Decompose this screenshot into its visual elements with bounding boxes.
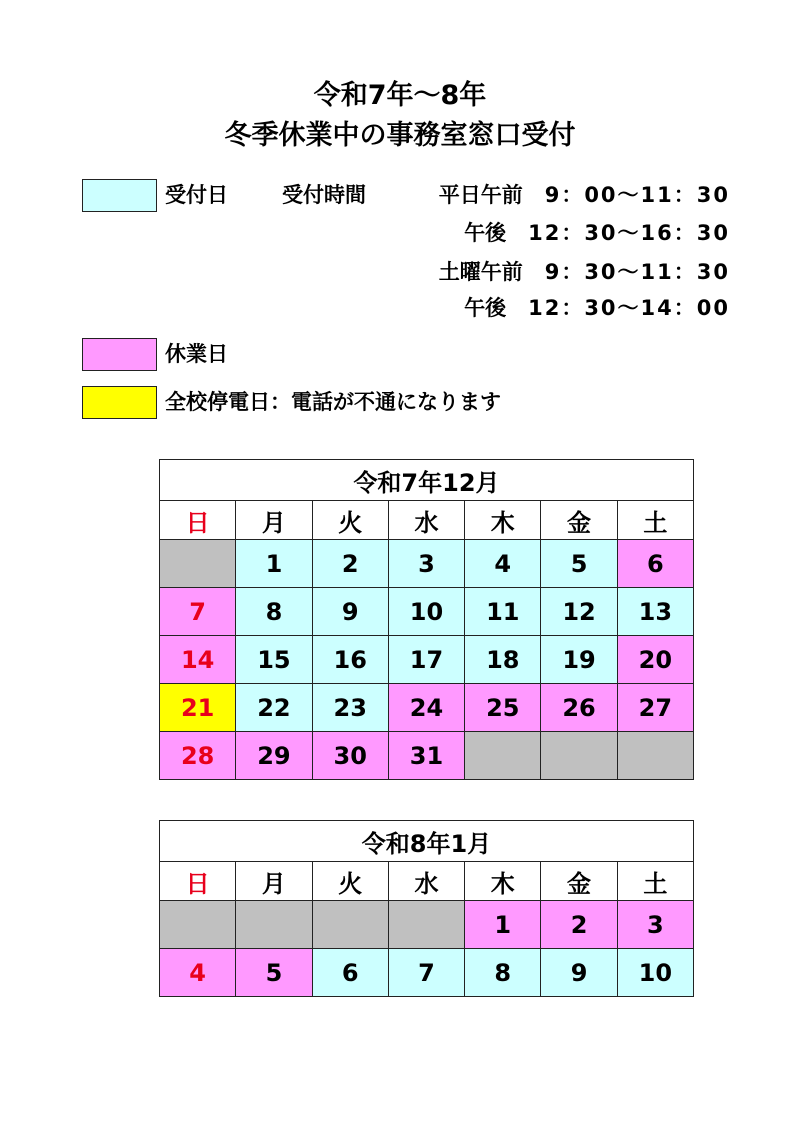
calendar-empty-cell bbox=[236, 901, 312, 949]
calendar-day-cell: 16 bbox=[312, 636, 388, 684]
weekday-header: 月 bbox=[236, 501, 312, 540]
weekday-header: 金 bbox=[541, 501, 617, 540]
calendar-december bbox=[159, 459, 694, 780]
weekday-header: 土 bbox=[617, 862, 693, 901]
weekday-header: 月 bbox=[236, 862, 312, 901]
calendar-day-cell: 25 bbox=[465, 684, 541, 732]
calendar-day-cell: 5 bbox=[541, 540, 617, 588]
hours-time: 9：30～11：30 bbox=[544, 260, 730, 284]
calendar-empty-cell bbox=[465, 732, 541, 780]
weekday-header: 日 bbox=[160, 501, 236, 540]
calendar-week-row bbox=[160, 732, 694, 780]
calendar-day-cell: 10 bbox=[617, 949, 693, 997]
calendar-day-cell: 8 bbox=[465, 949, 541, 997]
calendar-day-cell: 21 bbox=[160, 684, 236, 732]
calendar-day-cell: 3 bbox=[388, 540, 464, 588]
calendar-day-cell: 6 bbox=[312, 949, 388, 997]
calendar-day-cell: 31 bbox=[388, 732, 464, 780]
calendar-day-cell: 19 bbox=[541, 636, 617, 684]
calendar-empty-cell bbox=[388, 901, 464, 949]
calendar-day-cell: 4 bbox=[465, 540, 541, 588]
calendar-empty-cell bbox=[160, 901, 236, 949]
weekday-header: 火 bbox=[312, 862, 388, 901]
calendar-week-row bbox=[160, 949, 694, 997]
calendar-empty-cell bbox=[541, 732, 617, 780]
calendar-day-cell: 8 bbox=[236, 588, 312, 636]
calendar-week-row bbox=[160, 588, 694, 636]
calendar-day-cell: 6 bbox=[617, 540, 693, 588]
calendar-day-cell: 23 bbox=[312, 684, 388, 732]
calendar-day-cell: 1 bbox=[236, 540, 312, 588]
calendar-title: 令和8年1月 bbox=[160, 821, 694, 862]
hours-row-weekday-am bbox=[439, 181, 730, 209]
legend-hours-title: 受付時間 bbox=[282, 183, 366, 207]
calendar-day-cell: 29 bbox=[236, 732, 312, 780]
calendar-day-cell: 17 bbox=[388, 636, 464, 684]
calendar-day-cell: 5 bbox=[236, 949, 312, 997]
calendar-day-cell: 4 bbox=[160, 949, 236, 997]
weekday-header: 水 bbox=[388, 501, 464, 540]
hours-label: 平日午前 bbox=[438, 183, 523, 207]
calendar-week-row bbox=[160, 901, 694, 949]
calendar-day-cell: 1 bbox=[465, 901, 541, 949]
calendar-day-cell: 9 bbox=[312, 588, 388, 636]
legend-swatch-outage bbox=[82, 386, 157, 419]
calendar-day-cell: 18 bbox=[465, 636, 541, 684]
hours-time: 12：30～16：30 bbox=[528, 221, 730, 245]
calendar-day-cell: 20 bbox=[617, 636, 693, 684]
hours-row-saturday-pm bbox=[464, 294, 730, 322]
hours-label: 午後 bbox=[464, 296, 507, 320]
calendar-day-cell: 2 bbox=[541, 901, 617, 949]
page-title-line2: 冬季休業中の事務室窓口受付 bbox=[224, 120, 576, 151]
legend-label-outage: 全校停電日：電話が不通になります bbox=[165, 390, 501, 414]
calendar-day-cell: 9 bbox=[541, 949, 617, 997]
calendar-day-cell: 24 bbox=[388, 684, 464, 732]
calendar-day-cell: 10 bbox=[388, 588, 464, 636]
calendar-week-row bbox=[160, 684, 694, 732]
calendar-week-row bbox=[160, 636, 694, 684]
calendar-day-cell: 13 bbox=[617, 588, 693, 636]
calendar-day-cell: 7 bbox=[160, 588, 236, 636]
calendar-january bbox=[159, 820, 694, 997]
legend-swatch-open bbox=[82, 179, 157, 212]
hours-time: 12：30～14：00 bbox=[528, 296, 730, 320]
calendar-day-cell: 26 bbox=[541, 684, 617, 732]
calendar-empty-cell bbox=[617, 732, 693, 780]
calendar-day-cell: 22 bbox=[236, 684, 312, 732]
calendar-day-cell: 3 bbox=[617, 901, 693, 949]
hours-time: 9：00～11：30 bbox=[544, 183, 730, 207]
calendar-day-cell: 14 bbox=[160, 636, 236, 684]
calendar-day-cell: 11 bbox=[465, 588, 541, 636]
hours-label: 午後 bbox=[464, 221, 507, 245]
hours-row-saturday-am bbox=[439, 258, 730, 286]
legend-label-open: 受付日 bbox=[165, 183, 228, 207]
legend-label-closed: 休業日 bbox=[165, 342, 228, 366]
page-title-line1: 令和7年～8年 bbox=[313, 80, 487, 111]
calendar-empty-cell bbox=[160, 540, 236, 588]
calendar-day-cell: 12 bbox=[541, 588, 617, 636]
calendar-day-cell: 27 bbox=[617, 684, 693, 732]
weekday-header: 水 bbox=[388, 862, 464, 901]
hours-row-weekday-pm bbox=[464, 219, 730, 247]
calendar-day-cell: 15 bbox=[236, 636, 312, 684]
calendar-day-cell: 28 bbox=[160, 732, 236, 780]
weekday-header: 木 bbox=[465, 862, 541, 901]
weekday-header: 金 bbox=[541, 862, 617, 901]
weekday-header: 日 bbox=[160, 862, 236, 901]
calendar-day-cell: 2 bbox=[312, 540, 388, 588]
weekday-header: 土 bbox=[617, 501, 693, 540]
calendar-empty-cell bbox=[312, 901, 388, 949]
calendar-day-cell: 7 bbox=[388, 949, 464, 997]
calendar-day-cell: 30 bbox=[312, 732, 388, 780]
legend-swatch-closed bbox=[82, 338, 157, 371]
weekday-header: 火 bbox=[312, 501, 388, 540]
weekday-header: 木 bbox=[465, 501, 541, 540]
calendar-title: 令和7年12月 bbox=[160, 460, 694, 501]
hours-label: 土曜午前 bbox=[438, 260, 523, 284]
calendar-week-row bbox=[160, 540, 694, 588]
